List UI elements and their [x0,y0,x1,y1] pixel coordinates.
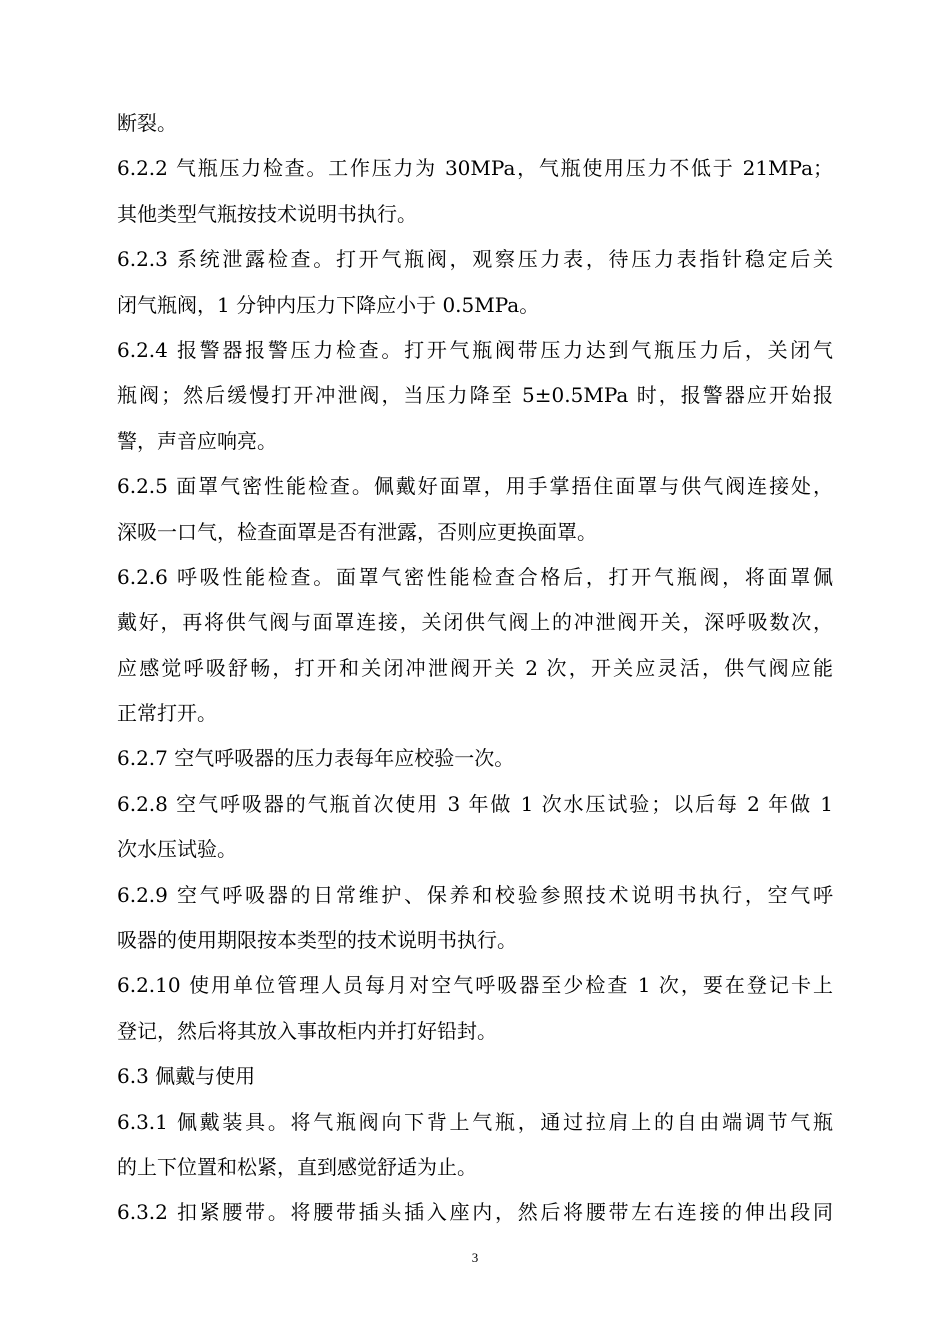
text-line: 6.3.2 扣紧腰带。将腰带插头插入座内，然后将腰带左右连接的伸出段同 [117,1200,833,1225]
text-line: 闭气瓶阀，1 分钟内压力下降应小于 0.5MPa。 [117,292,540,317]
section-heading: 6.3 佩戴与使用 [117,1064,256,1089]
text-line: 其他类型气瓶按技术说明书执行。 [117,201,417,226]
text-line: 正常打开。 [117,701,217,726]
text-line: 应感觉呼吸舒畅，打开和关闭冲泄阀开关 2 次，开关应灵活，供气阀应能 [117,655,833,680]
page-number: 3 [471,1250,479,1265]
text-line: 吸器的使用期限按本类型的技术说明书执行。 [117,928,517,953]
text-line: 戴好，再将供气阀与面罩连接，关闭供气阀上的冲泄阀开关，深呼吸数次， [117,610,833,635]
text-line: 断裂。 [117,111,177,135]
text-line: 6.3.1 佩戴装具。将气瓶阀向下背上气瓶，通过拉肩上的自由端调节气瓶 [117,1109,833,1134]
text-line: 6.2.6 呼吸性能检查。面罩气密性能检查合格后，打开气瓶阀，将面罩佩 [117,564,833,589]
text-line: 6.2.2 气瓶压力检查。工作压力为 30MPa，气瓶使用压力不低于 21MPa； [117,156,833,181]
text-line: 的上下位置和松紧，直到感觉舒适为止。 [117,1154,477,1179]
text-line: 6.2.5 面罩气密性能检查。佩戴好面罩，用手掌捂住面罩与供气阀连接处， [117,474,833,499]
text-line: 瓶阀；然后缓慢打开冲泄阀，当压力降至 5±0.5MPa 时，报警器应开始报 [117,383,833,408]
text-line: 警，声音应响亮。 [117,428,277,453]
text-line: 6.2.8 空气呼吸器的气瓶首次使用 3 年做 1 次水压试验；以后每 2 年做 1 [117,791,833,816]
text-line: 次水压试验。 [117,837,237,862]
text-line: 6.2.3 系统泄露检查。打开气瓶阀，观察压力表，待压力表指针稳定后关 [117,247,833,272]
text-line: 6.2.10 使用单位管理人员每月对空气呼吸器至少检查 1 次，要在登记卡上 [117,973,833,998]
text-line: 6.2.7 空气呼吸器的压力表每年应校验一次。 [117,746,515,771]
text-line: 6.2.9 空气呼吸器的日常维护、保养和校验参照技术说明书执行，空气呼 [117,882,833,907]
text-line: 登记，然后将其放入事故柜内并打好铅封。 [117,1018,497,1043]
document-body [117,101,833,1236]
text-line: 深吸一口气，检查面罩是否有泄露，否则应更换面罩。 [117,519,597,544]
text-line: 6.2.4 报警器报警压力检查。打开气瓶阀带压力达到气瓶压力后，关闭气 [117,337,833,362]
